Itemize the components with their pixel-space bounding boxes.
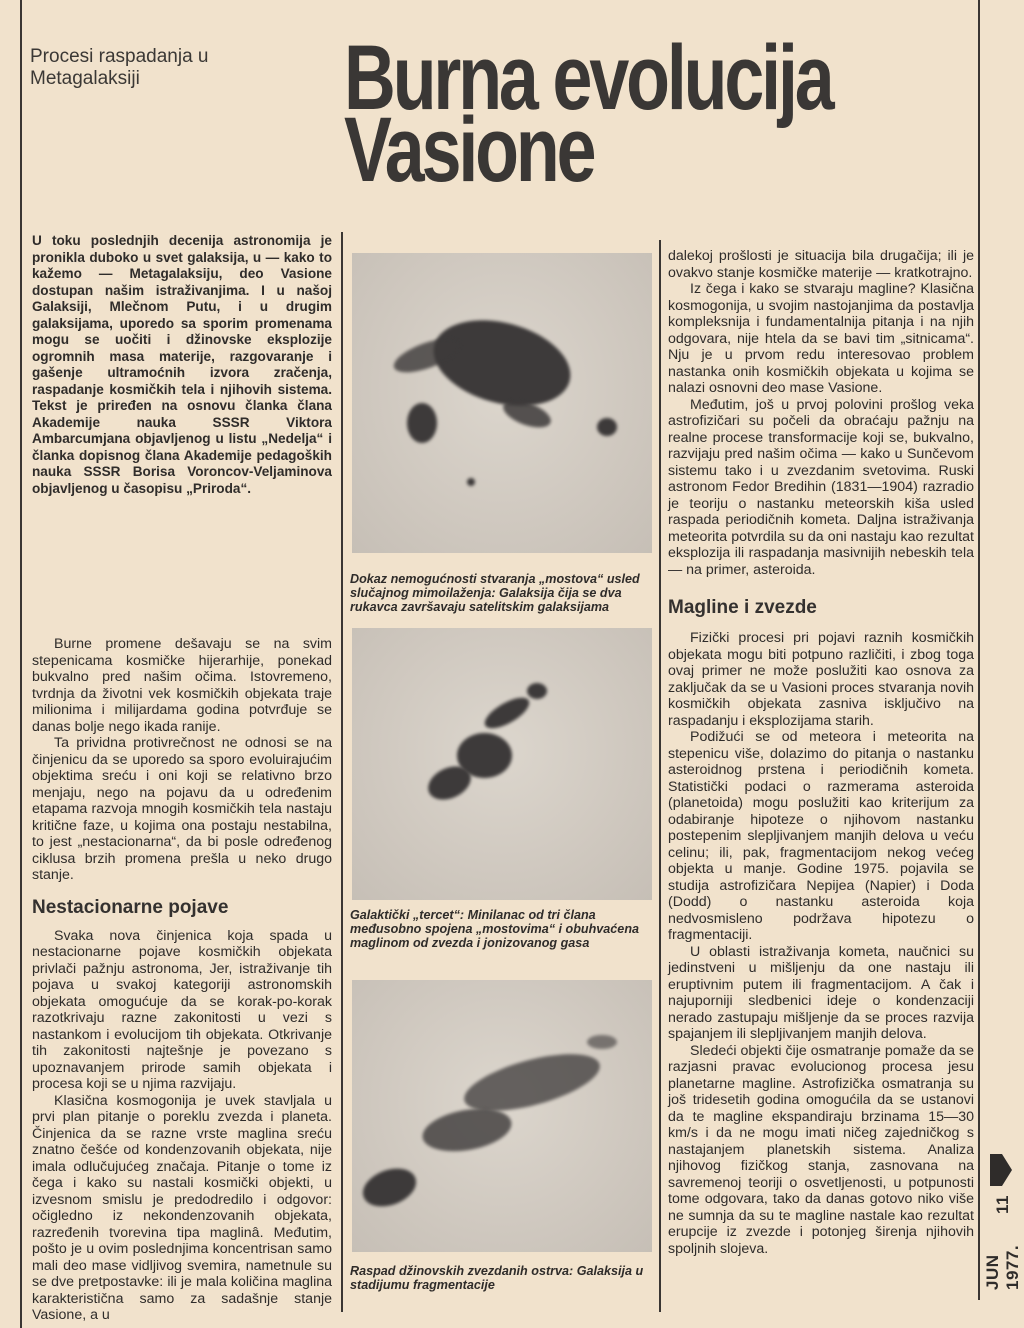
- column-rule-1: [341, 232, 343, 1312]
- folio: [983, 1150, 1022, 1290]
- paragraph: Iz čega i kako se stvaraju magline? Klasična kosmogonija, u svojim nastojanjima da postavlja kompleksnija i fundamentalnija pitanja i na njih odgovara, nije htela da se bavi tim „sitnicama“. Nju je u prvom redu interesovao problem nastanka onih kosmičkih objekata u kojima se nalazi osnovni deo mase Vasione.: [668, 281, 974, 396]
- title-line-1: Burna evolucija: [344, 27, 832, 129]
- left-margin-rule: [20, 0, 22, 1328]
- kicker: Procesi raspadanja u Metagalaksiji: [30, 46, 209, 89]
- subhead-magline-i-zvezde: Magline i zvezde: [668, 597, 817, 618]
- figure-caption-2: Galaktički „tercet“: Minilanac od tri člana međusobno spojena „mostovima“ i obuhvaćena maglinom od zvezda i jonizovanog gasa: [350, 908, 640, 950]
- subhead-nestacionarne: Nestacionarne pojave: [32, 896, 229, 918]
- figure-caption-3: Raspad džinovskih zvezdanih ostrva: Galaksija u stadijumu fragmentacije: [350, 1264, 644, 1292]
- page-title: [344, 27, 859, 201]
- paragraph: dalekoj prošlosti je situacija bila drugačija; ili je ovakvo stanje kosmičke materije — kratkotrajno.: [668, 248, 974, 281]
- paragraph: Podižući se od meteora i meteorita na stepenicu više, dolazimo do pitanja o nastanku asteroidnog prstena i periodičnih kometa. Statistički podaci o razmerama asteroida (planetoida) mogu poslužiti kao kriterijum za odabiranje hipoteze o njihovom nastanku postepenim slepljivanjem manjih delova u veću celinu; ili, pak, fragmentacijom nekog većeg objekta u manje. Godine 1975. pojavila se studija astrofizičara Nepijea (Napier) i Doda (Dodd) o nastanku asteroida koja nedvosmisleno podržava hipotezu o fragmentaciji.: [668, 729, 974, 943]
- left-column: [32, 636, 332, 1324]
- paragraph: U oblasti istraživanja kometa, naučnici su jedinstveni u mišljenju da one nastaju ili eruptivnim putem ili fragmentacijom. A čak i najuporniji sledbenici ideje o kondenzaciji nerado zastupaju mišljenje da se proces razvija spajanjem ili slepljivanjem manjih delova.: [668, 943, 974, 1042]
- paragraph: Sledeći objekti čije osmatranje pomaže da se razjasni pravac evolucionog procesa jesu planetarne magline. Astrofizička osmatranja su još tridesetih godina omogućila da se ustanovi da te magline ekspandiraju brzinama 15—30 km/s i da ne mogu imati ničeg zajedničkog s nastajanjem planetskih sistema. Analiza njihovog fizičkog stanja, zasnovana na savremenoj teoriji o osvetljenosti, u potpunosti tome odgovara, tako da danas gotovo niko više ne sumnja da su te magline nastale kao rezultat erupcije iz zvezde i potonjeg širenja njihovih spoljnih slojeva.: [668, 1042, 974, 1257]
- figure-caption-1: Dokaz nemogućnosti stvaranja „mostova“ usled slučajnog mimoilaženja: Galaksija čija se dva rukavca završavaju satelitskim galaksijama: [350, 572, 640, 614]
- galaxy-photo-3: [352, 980, 652, 1252]
- lead-text: U toku poslednjih decenija astronomija je pronikla duboko u svet galaksija, u — kako to kažemo — Metagalaksiju, deo Vasione dostupan našim istraživanjima. I u našoj Galaksiji, Mlečnom Putu, i u drugim galaksijama, uporedo sa sporim promenama mogu se uočiti i džinovske eksplozije ogromnih masa materije, razgovaranje i gašenje ultramoćnih izvora zračenja, raspadanje kosmičkih tela i njihovih sistema. Tekst je priređen na osnovu članka člana Akademije nauka SSSR Viktora Ambarcumjana objavljenog u listu „Nedelja“ i članka dopisnog člana Akademije pedagoških nauka SSSR Borisa Voroncov-Veljaminova objavljenog u časopisu „Priroda“.: [32, 233, 332, 496]
- lead-paragraph: [32, 233, 332, 497]
- paragraph: Klasična kosmogonija je uvek stavljala u prvi plan pitanje o poreklu zvezda i planeta. Činjenica da se razne vrste maglina sreću znatno češće od kondenzovanih objekata, nije imala odlučujućeg značaja. Pitanje o tome iz čega i kako su nastali kosmički objekti, u izvesnom smislu je predodredilo i odgovor: očigledno iz nekondenzovanih objekata, razređenih tvorevina tipa maglinâ. Međutim, pošto je u ovim poslednjima koncentrisan samo mali deo mase vidljivog svemira, nametnule su se dve pretpostavke: ili je mala količina maglina karakteristična samo za sadašnje stanje Vasione, a u: [32, 1092, 332, 1323]
- galaxy-photo-1: [352, 253, 652, 553]
- paragraph: Svaka nova činjenica koja spada u nestacionarne pojave kosmičkih objekata privlači pažnju astronoma, Jer, istraživanje tih pojava u svakoj kategoriji astronomskih objekata omogućuje da se korak-po-korak razotkrivaju razne zakonitosti u vezi s nastankom i evolucijom tih objekata. Otkrivanje tih zakonitosti najtešnje je povezano s upoznavanjem prirode samih objekata i procesa koji se u njima razvijaju.: [32, 927, 332, 1092]
- right-column: [668, 248, 974, 1257]
- paragraph: Ta prividna protivrečnost ne odnosi se na činjenicu da se uporedo sa sporo evoluirajućim objektima sreću i oni koji se relativno brzo menjaju, nego na pojavu da u određenim etapama razvoja mnogih kosmičkih tela nastaju kritične faze, u kojima ona postaju nestabilna, to jest „nestacionarna“, da bi posle određenog ciklusa brzih promena prešla u neko drugo stanje.: [32, 735, 332, 883]
- column-rule-2: [659, 240, 661, 1312]
- title-line-2: Vasione: [344, 99, 594, 201]
- folio-text: [983, 1195, 1022, 1290]
- paragraph: Fizički procesi pri pojavi raznih kosmičkih objekata mogu biti potpuno različiti, i zbog toga ovaj primer ne može poslužiti kao osnova za zaključak da se u Vasioni proces stvaranja novih kosmičkih objekata zasniva isključivo na raspadanju i eksplozijama starih.: [668, 630, 974, 729]
- issue-date: JUN 1977.: [983, 1244, 1022, 1290]
- galaxy-photo-2: [352, 628, 652, 900]
- paragraph: Međutim, još u prvoj polovini prošlog veka astrofizičari su počeli da obraćaju pažnju na realne procese transformacije koji se, bukvalno, razvijaju pred našim očima — kako u Sunčevom sistemu tako i u zvezdanim svetovima. Ruski astronom Fedor Bredihin (1831—1904) razradio je teoriju o nastanku meteorskih kiša usled raspada periodičnih kometa. Daljna istraživanja meteorita potvrdila su da oni nastaju kao rezultat eksplozija ili raspadanja masivnijih nebeskih tela — na primer, asteroida.: [668, 396, 974, 578]
- right-margin-rule: [978, 0, 980, 1300]
- arrow-right-icon: [990, 1150, 1012, 1190]
- paragraph: Burne promene dešavaju se na svim stepenicama kosmičke hijerarhije, ponekad bukvalno pred našim očima. Istovremeno, tvrdnja da životni vek kosmičkih objekata traje milionima i milijardama godina potvrđuje se danas bolje nego ikada ranije.: [32, 636, 332, 735]
- page-number: 11: [993, 1195, 1012, 1214]
